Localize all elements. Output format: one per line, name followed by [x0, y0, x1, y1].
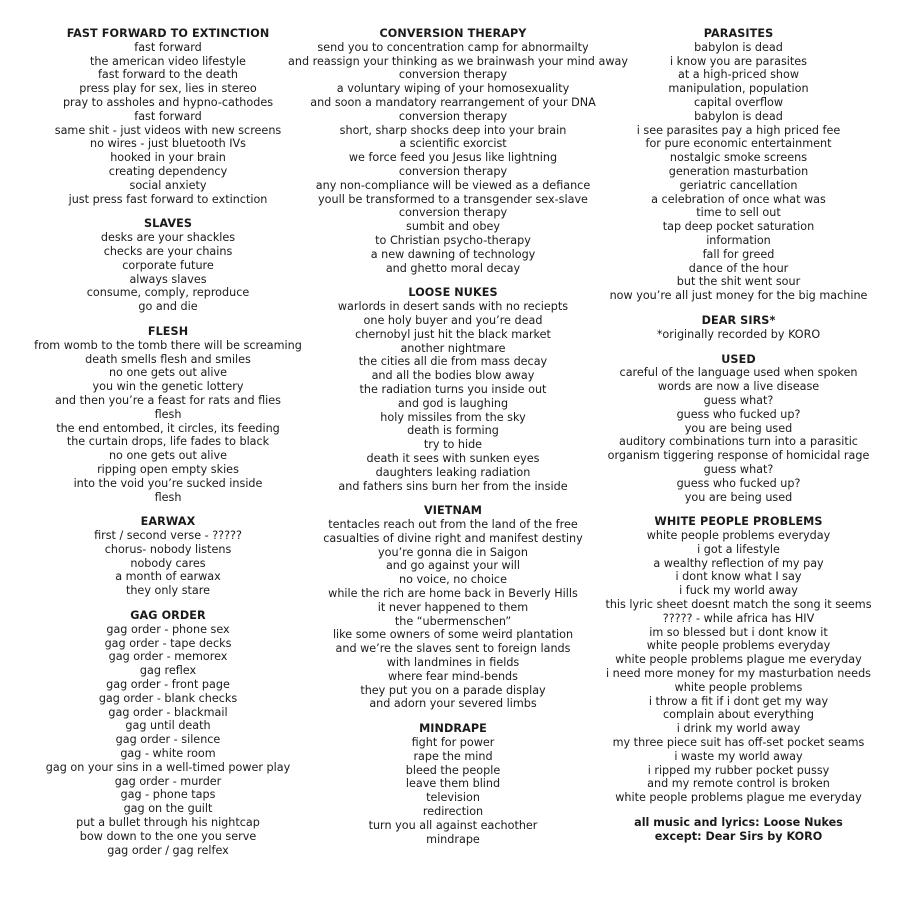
lyric-line: *originally recorded by KORO: [656, 327, 821, 341]
lyric-line: flesh: [154, 490, 182, 504]
lyric-lines: [8, 231, 328, 314]
lyric-line: geriatric cancellation: [679, 178, 798, 192]
lyric-line: complain about everything: [663, 708, 814, 722]
lyric-lines: [288, 40, 628, 276]
lyric-line: ????? - while africa has HIV: [662, 611, 815, 625]
lyric-line: a scientific exorcist: [399, 137, 507, 151]
lyric-line: conversion therapy: [398, 109, 508, 123]
lyric-line: a month of earwax: [115, 570, 221, 584]
lyric-line: white people problems plague me everyday: [615, 653, 862, 667]
lyric-line: the end entombed, it circles, its feeding: [56, 421, 280, 435]
lyric-lines: [288, 736, 618, 846]
lyric-line: white people problems: [674, 680, 803, 694]
lyric-line: no one gets out alive: [108, 449, 228, 463]
credits: [586, 816, 891, 844]
lyric-line: conversion therapy: [398, 68, 508, 82]
lyric-line: gag order - phone sex: [106, 622, 230, 636]
lyrics-column-right: [586, 27, 891, 844]
song-block: [586, 353, 891, 505]
lyric-line: nobody cares: [130, 556, 206, 570]
lyric-line: the american video lifestyle: [90, 54, 246, 68]
song-title: CONVERSION THERAPY: [379, 27, 527, 40]
song-title: GAG ORDER: [130, 609, 206, 623]
lyric-line: guess what?: [703, 462, 774, 476]
lyric-line: for pure economic entertainment: [645, 137, 832, 151]
lyric-line: manipulation, population: [668, 82, 809, 96]
song-block: [288, 722, 618, 846]
lyric-line: hooked in your brain: [110, 151, 226, 165]
lyric-line: the radiation turns you inside out: [359, 382, 547, 396]
lyric-line: youll be transformed to a transgender sex-slave: [318, 192, 588, 206]
lyric-line: and fathers sins burn her from the inside: [338, 479, 568, 493]
lyric-line: another nightmare: [400, 341, 506, 355]
lyric-line: at a high-priced show: [677, 68, 800, 82]
lyric-line: gag - white room: [120, 747, 216, 761]
lyric-line: always slaves: [129, 272, 207, 286]
song-title: FAST FORWARD TO EXTINCTION: [66, 27, 270, 40]
lyric-line: babylon is dead: [694, 40, 783, 54]
lyric-line: gag order - blackmail: [108, 705, 228, 719]
song-block: [8, 217, 328, 314]
lyric-lines: [288, 300, 618, 493]
lyric-line: i need more money for my masturbation needs: [605, 667, 871, 681]
lyric-line: i fuck my world away: [679, 584, 798, 598]
lyric-line: go and die: [138, 300, 198, 314]
lyric-line: they put you on a parade display: [360, 683, 546, 697]
lyric-line: conversion therapy: [398, 206, 508, 220]
lyric-line: fast forward: [134, 109, 202, 123]
lyric-line: i throw a fit if i dont get my way: [648, 694, 829, 708]
lyric-line: pray to assholes and hypno-cathodes: [62, 95, 274, 109]
lyric-line: press play for sex, lies in stereo: [79, 82, 257, 96]
lyric-line: death it sees with sunken eyes: [366, 451, 540, 465]
lyric-line: mindrape: [426, 832, 480, 846]
lyric-line: ripping open empty skies: [97, 462, 239, 476]
lyric-line: white people problems plague me everyday: [615, 791, 862, 805]
song-title: EARWAX: [140, 515, 196, 529]
song-block: [8, 325, 328, 504]
song-title: SLAVES: [143, 217, 193, 231]
lyric-line: careful of the language used when spoken: [619, 366, 858, 380]
lyric-line: desks are your shackles: [100, 231, 236, 245]
lyric-line: corporate future: [122, 258, 214, 272]
lyric-line: guess what?: [703, 393, 774, 407]
lyric-line: now you’re all just money for the big machine: [609, 289, 868, 303]
lyric-line: warlords in desert sands with no reciepts: [337, 300, 569, 314]
lyric-line: gag order - front page: [106, 678, 230, 692]
lyric-line: guess who fucked up?: [676, 476, 801, 490]
lyric-line: the cities all die from mass decay: [358, 355, 548, 369]
lyric-line: bow down to the one you serve: [79, 829, 257, 843]
lyric-lines: [8, 41, 328, 207]
lyric-line: daughters leaking radiation: [375, 465, 531, 479]
lyric-line: fight for power: [411, 736, 495, 750]
lyric-line: and ghetto moral decay: [385, 261, 521, 275]
lyric-line: gag - phone taps: [120, 788, 216, 802]
credits-line: except: Dear Sirs by KORO: [654, 829, 823, 843]
song-block: [586, 515, 891, 805]
lyric-line: nostalgic smoke screens: [669, 151, 808, 165]
lyric-line: we force feed you Jesus like lightning: [348, 151, 558, 165]
lyric-line: checks are your chains: [103, 244, 233, 258]
lyric-line: no voice, no choice: [399, 573, 507, 587]
lyric-line: short, sharp shocks deep into your brain: [339, 123, 567, 137]
lyric-lines: [586, 366, 891, 504]
lyric-line: the “ubermenschen”: [394, 614, 512, 628]
lyric-line: fast forward to the death: [97, 68, 239, 82]
lyric-line: i ripped my rubber pocket pussy: [647, 763, 830, 777]
song-block: [288, 286, 618, 493]
song-block: [586, 27, 891, 303]
lyric-line: they only stare: [125, 584, 211, 598]
lyric-line: and we’re the slaves sent to foreign lands: [335, 642, 571, 656]
lyric-line: like some owners of some weird plantation: [332, 628, 574, 642]
lyric-line: chorus- nobody listens: [104, 542, 232, 556]
lyric-line: gag reflex: [139, 664, 197, 678]
lyric-line: i waste my world away: [674, 749, 803, 763]
lyric-line: and reassign your thinking as we brainwash your mind away: [288, 54, 628, 68]
lyric-line: organism tiggering response of homicidal rage: [607, 449, 870, 463]
lyric-line: you win the genetic lottery: [92, 380, 244, 394]
lyric-line: where fear mind-bends: [388, 669, 518, 683]
lyric-line: white people problems everyday: [646, 529, 831, 543]
lyric-line: leave them blind: [405, 777, 501, 791]
lyric-line: i drink my world away: [676, 722, 801, 736]
lyric-line: you are being used: [684, 490, 793, 504]
lyric-line: no one gets out alive: [108, 366, 228, 380]
song-block: [8, 515, 328, 598]
lyric-line: and adorn your severed limbs: [369, 697, 537, 711]
lyric-line: to Christian psycho-therapy: [375, 233, 531, 247]
song-block: [586, 314, 891, 342]
lyric-line: this lyric sheet doesnt match the song it seems: [605, 598, 872, 612]
lyric-line: same shit - just videos with new screens: [54, 123, 282, 137]
song-title: LOOSE NUKES: [408, 286, 498, 300]
lyric-line: tentacles reach out from the land of the free: [328, 518, 578, 532]
lyric-line: auditory combinations turn into a parasitic: [619, 435, 858, 449]
lyric-line: and go against your will: [385, 559, 521, 573]
lyric-line: try to hide: [423, 438, 483, 452]
lyric-line: gag order - murder: [114, 774, 222, 788]
lyric-line: i see parasites pay a high priced fee: [636, 123, 841, 137]
lyric-line: my three piece suit has off-set pocket seams: [612, 736, 865, 750]
lyric-line: sumbit and obey: [405, 220, 501, 234]
lyric-line: gag order - tape decks: [104, 636, 232, 650]
song-title: PARASITES: [703, 27, 774, 40]
lyric-line: gag on your sins in a well-timed power play: [45, 760, 291, 774]
lyric-line: send you to concentration camp for abnormailty: [317, 40, 589, 54]
lyric-line: im so blessed but i dont know it: [649, 625, 828, 639]
lyric-line: one holy buyer and you’re dead: [363, 313, 543, 327]
lyric-lines: [8, 623, 328, 858]
lyric-line: babylon is dead: [694, 109, 783, 123]
lyrics-column-middle: [288, 27, 628, 857]
lyric-lines: [8, 339, 328, 505]
song-title: FLESH: [147, 324, 189, 338]
lyric-line: put a bullet through his nightcap: [76, 816, 260, 830]
lyric-line: dance of the hour: [688, 261, 789, 275]
lyric-lines: [586, 41, 891, 303]
song-title: DEAR SIRS*: [701, 313, 776, 327]
lyric-lines: [586, 328, 891, 342]
lyric-line: from womb to the tomb there will be screaming: [34, 338, 302, 352]
lyric-line: gag until death: [125, 719, 211, 733]
lyric-line: no wires - just bluetooth IVs: [89, 137, 246, 151]
credits-line: all music and lyrics: Loose Nukes: [634, 816, 843, 830]
lyric-line: gag order - silence: [115, 733, 221, 747]
lyric-line: and all the bodies blow away: [371, 369, 535, 383]
song-title: USED: [721, 352, 756, 366]
song-block: [8, 609, 328, 857]
lyric-line: gag order / gag relfex: [107, 843, 229, 857]
lyric-line: i dont know what I say: [675, 570, 802, 584]
lyric-line: a voluntary wiping of your homosexuality: [336, 82, 570, 96]
lyric-line: i got a lifestyle: [697, 542, 780, 556]
lyric-line: conversion therapy: [398, 164, 508, 178]
lyric-line: turn you all against eachother: [368, 818, 538, 832]
lyric-line: fast forward: [134, 40, 202, 54]
lyric-line: and soon a mandatory rearrangement of your DNA: [310, 95, 596, 109]
lyric-line: fall for greed: [702, 247, 775, 261]
song-block: [288, 27, 628, 275]
lyric-line: a new dawning of technology: [370, 247, 536, 261]
lyric-line: a wealthy reflection of my pay: [653, 556, 824, 570]
lyric-line: into the void you’re sucked inside: [73, 476, 263, 490]
lyric-line: creating dependency: [108, 164, 228, 178]
lyric-line: guess who fucked up?: [676, 407, 801, 421]
song-block: [8, 27, 328, 206]
lyric-line: gag on the guilt: [123, 802, 213, 816]
lyric-line: generation masturbation: [668, 164, 809, 178]
lyric-line: chernobyl just hit the black market: [355, 327, 551, 341]
lyric-line: bleed the people: [405, 763, 501, 777]
lyric-line: time to sell out: [696, 206, 781, 220]
lyric-line: first / second verse - ?????: [94, 529, 242, 543]
lyric-lines: [586, 529, 891, 805]
song-title: MINDRAPE: [419, 722, 487, 736]
lyric-line: but the shit went sour: [676, 275, 801, 289]
lyric-line: social anxiety: [129, 178, 207, 192]
lyric-line: while the rich are home back in Beverly Hills: [328, 587, 578, 601]
song-block: [288, 504, 618, 711]
song-title: VIETNAM: [424, 504, 482, 518]
lyric-line: holy missiles from the sky: [380, 410, 526, 424]
lyric-lines: [288, 518, 618, 711]
lyric-line: casualties of divine right and manifest destiny: [323, 531, 583, 545]
lyric-line: the curtain drops, life fades to black: [66, 435, 270, 449]
lyric-line: consume, comply, reproduce: [86, 286, 250, 300]
lyric-line: words are now a live disease: [657, 380, 820, 394]
lyric-line: information: [706, 233, 771, 247]
lyric-lines: [8, 529, 328, 598]
lyric-line: a celebration of once what was: [651, 192, 826, 206]
lyric-line: television: [426, 791, 480, 805]
lyric-line: any non-compliance will be viewed as a defiance: [315, 178, 591, 192]
lyrics-column-left: [8, 27, 328, 868]
lyric-line: redirection: [422, 805, 484, 819]
lyric-line: capital overflow: [693, 95, 784, 109]
lyric-line: and my remote control is broken: [647, 777, 830, 791]
lyric-line: death is forming: [407, 424, 499, 438]
lyric-line: i know you are parasites: [670, 54, 807, 68]
lyric-line: gag order - memorex: [108, 650, 228, 664]
lyric-line: with landmines in fields: [386, 656, 520, 670]
lyric-line: gag order - blank checks: [98, 691, 238, 705]
lyric-line: it never happened to them: [377, 600, 529, 614]
lyric-line: you’re gonna die in Saigon: [378, 545, 528, 559]
lyric-line: and god is laughing: [397, 396, 509, 410]
lyric-line: rape the mind: [413, 749, 493, 763]
lyric-line: and then you’re a feast for rats and flies: [54, 393, 281, 407]
lyric-line: just press fast forward to extinction: [68, 192, 268, 206]
songs-slot: [586, 27, 891, 805]
lyric-line: tap deep pocket saturation: [662, 220, 815, 234]
lyric-line: death smells flesh and smiles: [85, 352, 251, 366]
lyric-line: flesh: [154, 407, 182, 421]
lyric-line: white people problems everyday: [646, 639, 831, 653]
song-title: WHITE PEOPLE PROBLEMS: [654, 515, 823, 529]
lyric-line: you are being used: [684, 421, 793, 435]
